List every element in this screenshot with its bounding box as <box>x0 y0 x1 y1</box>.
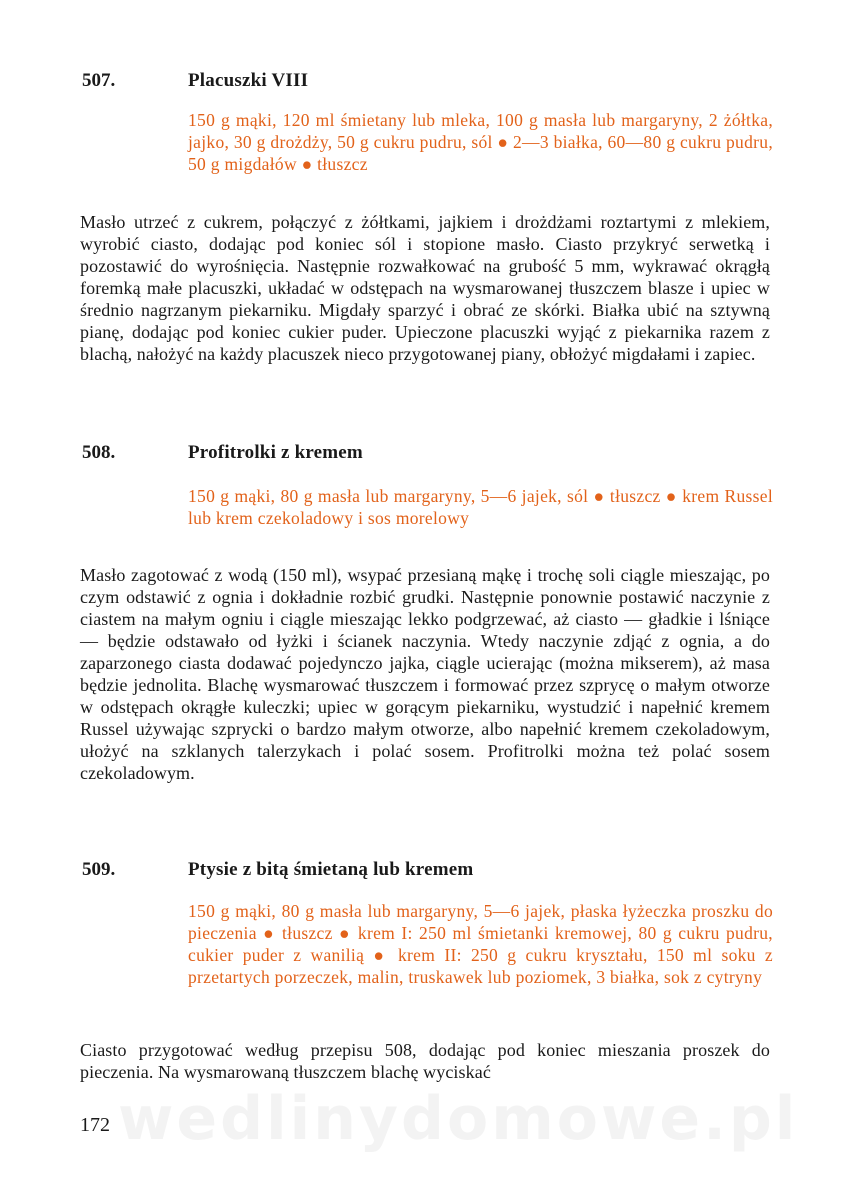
recipe-number: 507. <box>82 70 116 91</box>
recipe-title: Ptysie z bitą śmietaną lub kremem <box>188 859 474 880</box>
recipe-508-ingredients: 150 g mąki, 80 g masła lub margaryny, 5—6 jajek, sól ● tłuszcz ● krem Russel lub krem czekoladowy i sos morelowy <box>188 486 773 528</box>
recipe-title: Profitrolki z kremem <box>188 442 363 463</box>
recipe-number: 509. <box>82 859 116 880</box>
recipe-507-instructions: Masło utrzeć z cukrem, połączyć z żółtkami, jajkiem i drożdżami roztartymi z mlekiem, wyrobić ciasto, dodając pod koniec sól i stopione masło. Ciasto przykryć serwetką i pozostawić do wyrośnięcia. Następnie rozwałkować na grubość 5 mm, wykrawać okrągłą foremką małe placuszki, układać w odstępach na wysmarowanej tłuszczem blasze i upiec w średnio nagrzanym piekarniku. Migdały sparzyć i obrać ze skórki. Białka ubić na sztywną pianę, dodając pod koniec cukier puder. Upieczone placuszki wyjąć z piekarnika razem z blachą, nałożyć na każdy placuszek nieco przygotowanej piany, obłożyć migdałami i zapiec. <box>80 212 770 364</box>
recipe-507-ingredients: 150 g mąki, 120 ml śmietany lub mleka, 100 g masła lub margaryny, 2 żółtka, jajko, 30 g drożdży, 50 g cukru pudru, sól ● 2—3 białka, 60—80 g cukru pudru, 50 g migdałów ● tłuszcz <box>188 110 773 174</box>
recipe-509-instructions: Ciasto przygotować według przepisu 508, dodając pod koniec mieszania proszek do pieczenia. Na wysmarowaną tłuszczem blachę wyciskać <box>80 1040 770 1082</box>
recipe-509-ingredients: 150 g mąki, 80 g masła lub margaryny, 5—6 jajek, płaska łyżeczka proszku do pieczenia ● tłuszcz ● krem I: 250 ml śmietanki kremowej, 80 g cukru pudru, cukier puder z wanilią ● krem II: 250 g cukru kryształu, 150 ml soku z przetartych porzeczek, malin, truskawek lub poziomek, 3 białka, sok z cytryny <box>188 901 773 987</box>
recipe-number: 508. <box>82 442 116 463</box>
recipe-title: Placuszki VIII <box>188 70 309 91</box>
recipe-508-instructions: Masło zagotować z wodą (150 ml), wsypać przesianą mąkę i trochę soli ciągle mieszając, po czym odstawić z ognia i dokładnie rozbić grudki. Następnie ponownie postawić naczynie z ciastem na małym ogniu i ciągle mieszając lekko podgrzewać, aż ciasto — gładkie i lśniące — będzie odstawało od łyżki i ścianek naczynia. Wtedy naczynie zdjąć z ognia, a do zaparzonego ciasta dodawać pojedynczo jajka, ciągle ucierając (można mikserem), aż masa będzie jednolita. Blachę wysmarować tłuszczem i formować przez szprycę o małym otworze w odstępach okrągłe kuleczki; upiec w gorącym piekarniku, wystudzić i napełnić kremem Russel używając szprycki o bardzo małym otworze, albo napełnić kremem czekoladowym, ułożyć na szklanych talerzykach i polać sosem. Profitrolki można też polać sosem czekoladowym. <box>80 565 770 783</box>
watermark: wedlinydomowe.pl <box>118 1084 799 1154</box>
page-number: 172 <box>80 1114 110 1136</box>
